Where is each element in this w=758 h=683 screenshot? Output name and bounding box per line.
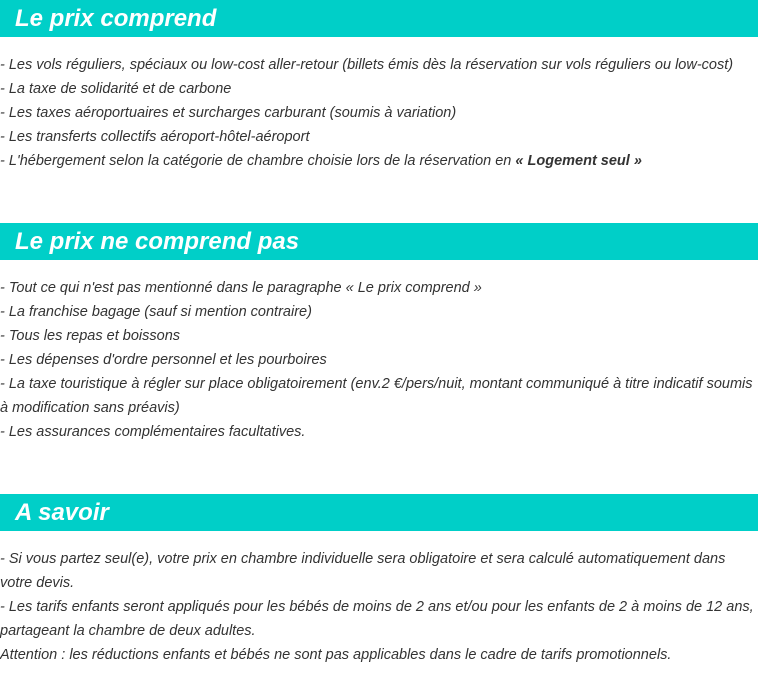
list-item: Attention : les réductions enfants et bébés ne sont pas applicables dans le cadre de tarifs promotionnels. xyxy=(0,647,672,663)
list-item: - Tout ce qui n'est pas mentionné dans le paragraphe « Le prix comprend » xyxy=(0,280,482,296)
section-header-good-to-know xyxy=(0,494,758,531)
list-item: - Tous les repas et boissons xyxy=(0,328,181,344)
section-title-not-included: Le prix ne comprend pas xyxy=(15,228,300,255)
list-item: - Les transferts collectifs aéroport-hôtel-aéroport xyxy=(0,129,310,145)
list-item: - La taxe touristique à régler sur place obligatoirement (env.2 €/pers/nuit, montant communiqué à titre indicatif soumis à modification sans préavis) xyxy=(0,376,753,416)
list-item xyxy=(0,149,758,173)
list-item-emphasis: « Logement seul » xyxy=(515,153,642,169)
good-to-know-list xyxy=(0,547,758,667)
list-item-text: - L'hébergement selon la catégorie de chambre choisie lors de la réservation en xyxy=(0,153,516,169)
list-item: - Les vols réguliers, spéciaux ou low-cost aller-retour (billets émis dès la réservation sur vols réguliers ou low-cost) xyxy=(0,57,734,73)
section-title-included: Le prix comprend xyxy=(15,5,217,32)
section-header-not-included xyxy=(0,223,758,260)
section-title-good-to-know: A savoir xyxy=(15,499,109,526)
section-header-included xyxy=(0,0,758,37)
list-item: - Si vous partez seul(e), votre prix en chambre individuelle sera obligatoire et sera calculé automatiquement dans votre devis. xyxy=(0,551,726,591)
list-item: - La franchise bagage (sauf si mention contraire) xyxy=(0,304,312,320)
list-item: - Les dépenses d'ordre personnel et les pourboires xyxy=(0,352,327,368)
list-item: - Les assurances complémentaires facultatives. xyxy=(0,424,306,440)
list-item: - Les tarifs enfants seront appliqués pour les bébés de moins de 2 ans et/ou pour les enfants de 2 à moins de 12 ans, partageant la chambre de deux adultes. xyxy=(0,599,754,639)
not-included-list xyxy=(0,276,758,444)
list-item: - Les taxes aéroportuaires et surcharges carburant (soumis à variation) xyxy=(0,105,457,121)
included-list xyxy=(0,53,758,173)
list-item: - La taxe de solidarité et de carbone xyxy=(0,81,232,97)
